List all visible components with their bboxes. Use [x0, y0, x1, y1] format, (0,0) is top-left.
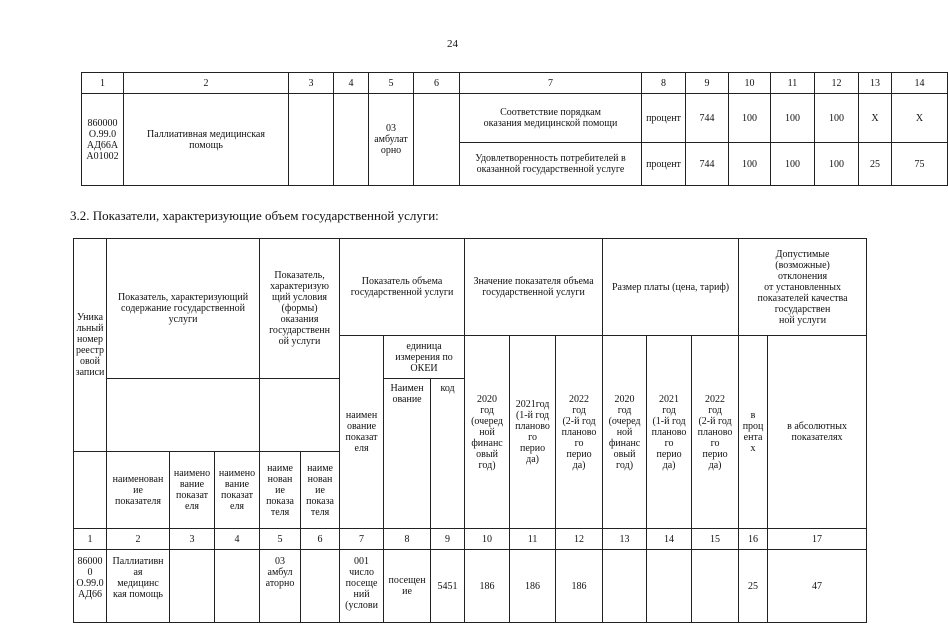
indicator-name-cell: Удовлетворенность потребителей в оказанной государственной услуге — [460, 143, 642, 186]
column-number: 6 — [301, 529, 340, 550]
column-number: 10 — [465, 529, 510, 550]
column-number: 5 — [369, 73, 414, 94]
column-number: 14 — [647, 529, 692, 550]
fee-2020-header: 2020 год (очеред ной финанс овый год) — [603, 336, 647, 529]
content-name-header-3: наимено вание показат еля — [215, 452, 260, 529]
table-header-row — [74, 529, 867, 550]
page-number: 24 — [447, 38, 458, 50]
value-2021-header: 2021год (1-й год планово го перио да) — [510, 336, 556, 529]
deviation-absolute-header: в абсолютных показателях — [768, 336, 867, 529]
column-number: 16 — [739, 529, 768, 550]
okei-code-cell: 744 — [686, 143, 729, 186]
deviation-percent-cell: 25 — [739, 550, 768, 623]
column-number: 1 — [74, 529, 107, 550]
value-2021-cell: 186 — [510, 550, 556, 623]
fee-2020-cell — [603, 550, 647, 623]
column-number: 9 — [431, 529, 465, 550]
column-number: 17 — [768, 529, 867, 550]
deviation-header: Допустимые (возможные) отклонения от установленных показателей качества государствен ной услуги — [739, 239, 867, 336]
content-name-header-1: наименован ие показателя — [107, 452, 170, 529]
fee-2021-cell — [647, 550, 692, 623]
quality-indicators-table — [81, 72, 948, 186]
table-header-row — [74, 239, 867, 336]
value-2022-header: 2022 год (2-й год планово го перио да) — [556, 336, 603, 529]
conditions-cell: 03 амбул аторно — [260, 550, 301, 623]
column-number: 7 — [460, 73, 642, 94]
value-2022-cell: 100 — [815, 143, 859, 186]
table-row — [82, 94, 948, 143]
deviation-percent-cell: 25 — [859, 143, 892, 186]
okei-unit-header: единица измерения по ОКЕИ — [384, 336, 465, 379]
column-number: 3 — [170, 529, 215, 550]
value-2020-cell: 186 — [465, 550, 510, 623]
conditions-name-header-1: наиме нован ие показа теля — [260, 452, 301, 529]
volume-indicators-table — [73, 238, 867, 623]
volume-value-header: Значение показателя объема государственной услуги — [465, 239, 603, 336]
content-spacer — [107, 379, 260, 452]
table-row — [74, 550, 867, 623]
column-number: 2 — [107, 529, 170, 550]
empty-cell — [301, 550, 340, 623]
volume-indicator-header: Показатель объема государственной услуги — [340, 239, 465, 336]
column-number: 2 — [124, 73, 289, 94]
content-name-cell: Паллиативн ая медицинс кая помощь — [107, 550, 170, 623]
fee-2021-header: 2021 год (1-й год планово го перио да) — [647, 336, 692, 529]
volume-name-header: наимен ование показат еля — [340, 336, 384, 529]
volume-name-cell: 001 число посеще ний (услови — [340, 550, 384, 623]
unit-cell: процент — [642, 143, 686, 186]
column-number: 12 — [556, 529, 603, 550]
content-name-header-2: наимено вание показат еля — [170, 452, 215, 529]
value-2020-cell: 100 — [729, 94, 771, 143]
fee-header: Размер платы (цена, тариф) — [603, 239, 739, 336]
column-number: 13 — [859, 73, 892, 94]
empty-cell — [414, 94, 460, 186]
value-2020-header: 2020 год (очеред ной финанс овый год) — [465, 336, 510, 529]
column-number: 11 — [510, 529, 556, 550]
table-header-row — [82, 73, 948, 94]
indicator-name-cell: Соответствие порядкам оказания медицинской помощи — [460, 94, 642, 143]
column-number: 3 — [289, 73, 334, 94]
value-2022-cell: 186 — [556, 550, 603, 623]
empty-cell — [334, 94, 369, 186]
conditions-name-header-2: наиме нован ие показа теля — [301, 452, 340, 529]
section-heading: 3.2. Показатели, характеризующие объем государственной услуги: — [70, 208, 439, 223]
conditions-indicator-header: Показатель, характеризую щий условия (формы) оказания государственн ой услуги — [260, 239, 340, 379]
column-number: 6 — [414, 73, 460, 94]
column-number: 15 — [692, 529, 739, 550]
column-number: 13 — [603, 529, 647, 550]
empty-cell — [170, 550, 215, 623]
column-number: 7 — [340, 529, 384, 550]
registry-code-cell: 860000 О.99.0 АД66А А01002 — [82, 94, 124, 186]
column-number: 8 — [384, 529, 431, 550]
service-name-cell: Паллиативная медицинская помощь — [124, 94, 289, 186]
okei-code-cell: 744 — [686, 94, 729, 143]
deviation-percent-header: в проц ента х — [739, 336, 768, 529]
fee-2022-cell — [692, 550, 739, 623]
column-number: 14 — [892, 73, 948, 94]
column-number: 1 — [82, 73, 124, 94]
okei-code-cell: 5451 — [431, 550, 465, 623]
registry-spacer — [74, 452, 107, 529]
column-number: 12 — [815, 73, 859, 94]
registry-number-header: Уника льный номер реестр овой записи — [74, 239, 107, 452]
column-number: 11 — [771, 73, 815, 94]
conditions-cell: 03 амбулат орно — [369, 94, 414, 186]
value-2022-cell: 100 — [815, 94, 859, 143]
empty-cell — [289, 94, 334, 186]
column-number: 4 — [334, 73, 369, 94]
column-number: 8 — [642, 73, 686, 94]
value-2020-cell: 100 — [729, 143, 771, 186]
okei-name-header: Наимен ование — [384, 379, 431, 529]
deviation-percent-cell: Х — [859, 94, 892, 143]
registry-number-cell: 86000 0 О.99.0 АД66 — [74, 550, 107, 623]
fee-2022-header: 2022 год (2-й год планово го перио да) — [692, 336, 739, 529]
column-number: 10 — [729, 73, 771, 94]
conditions-spacer — [260, 379, 340, 452]
content-indicator-header: Показатель, характеризующий содержание государственной услуги — [107, 239, 260, 379]
okei-code-header: код — [431, 379, 465, 529]
deviation-absolute-cell: 75 — [892, 143, 948, 186]
value-2021-cell: 100 — [771, 94, 815, 143]
deviation-absolute-cell: 47 — [768, 550, 867, 623]
okei-name-cell: посещен ие — [384, 550, 431, 623]
column-number: 4 — [215, 529, 260, 550]
column-number: 9 — [686, 73, 729, 94]
unit-cell: процент — [642, 94, 686, 143]
column-number: 5 — [260, 529, 301, 550]
value-2021-cell: 100 — [771, 143, 815, 186]
empty-cell — [215, 550, 260, 623]
deviation-absolute-cell: Х — [892, 94, 948, 143]
